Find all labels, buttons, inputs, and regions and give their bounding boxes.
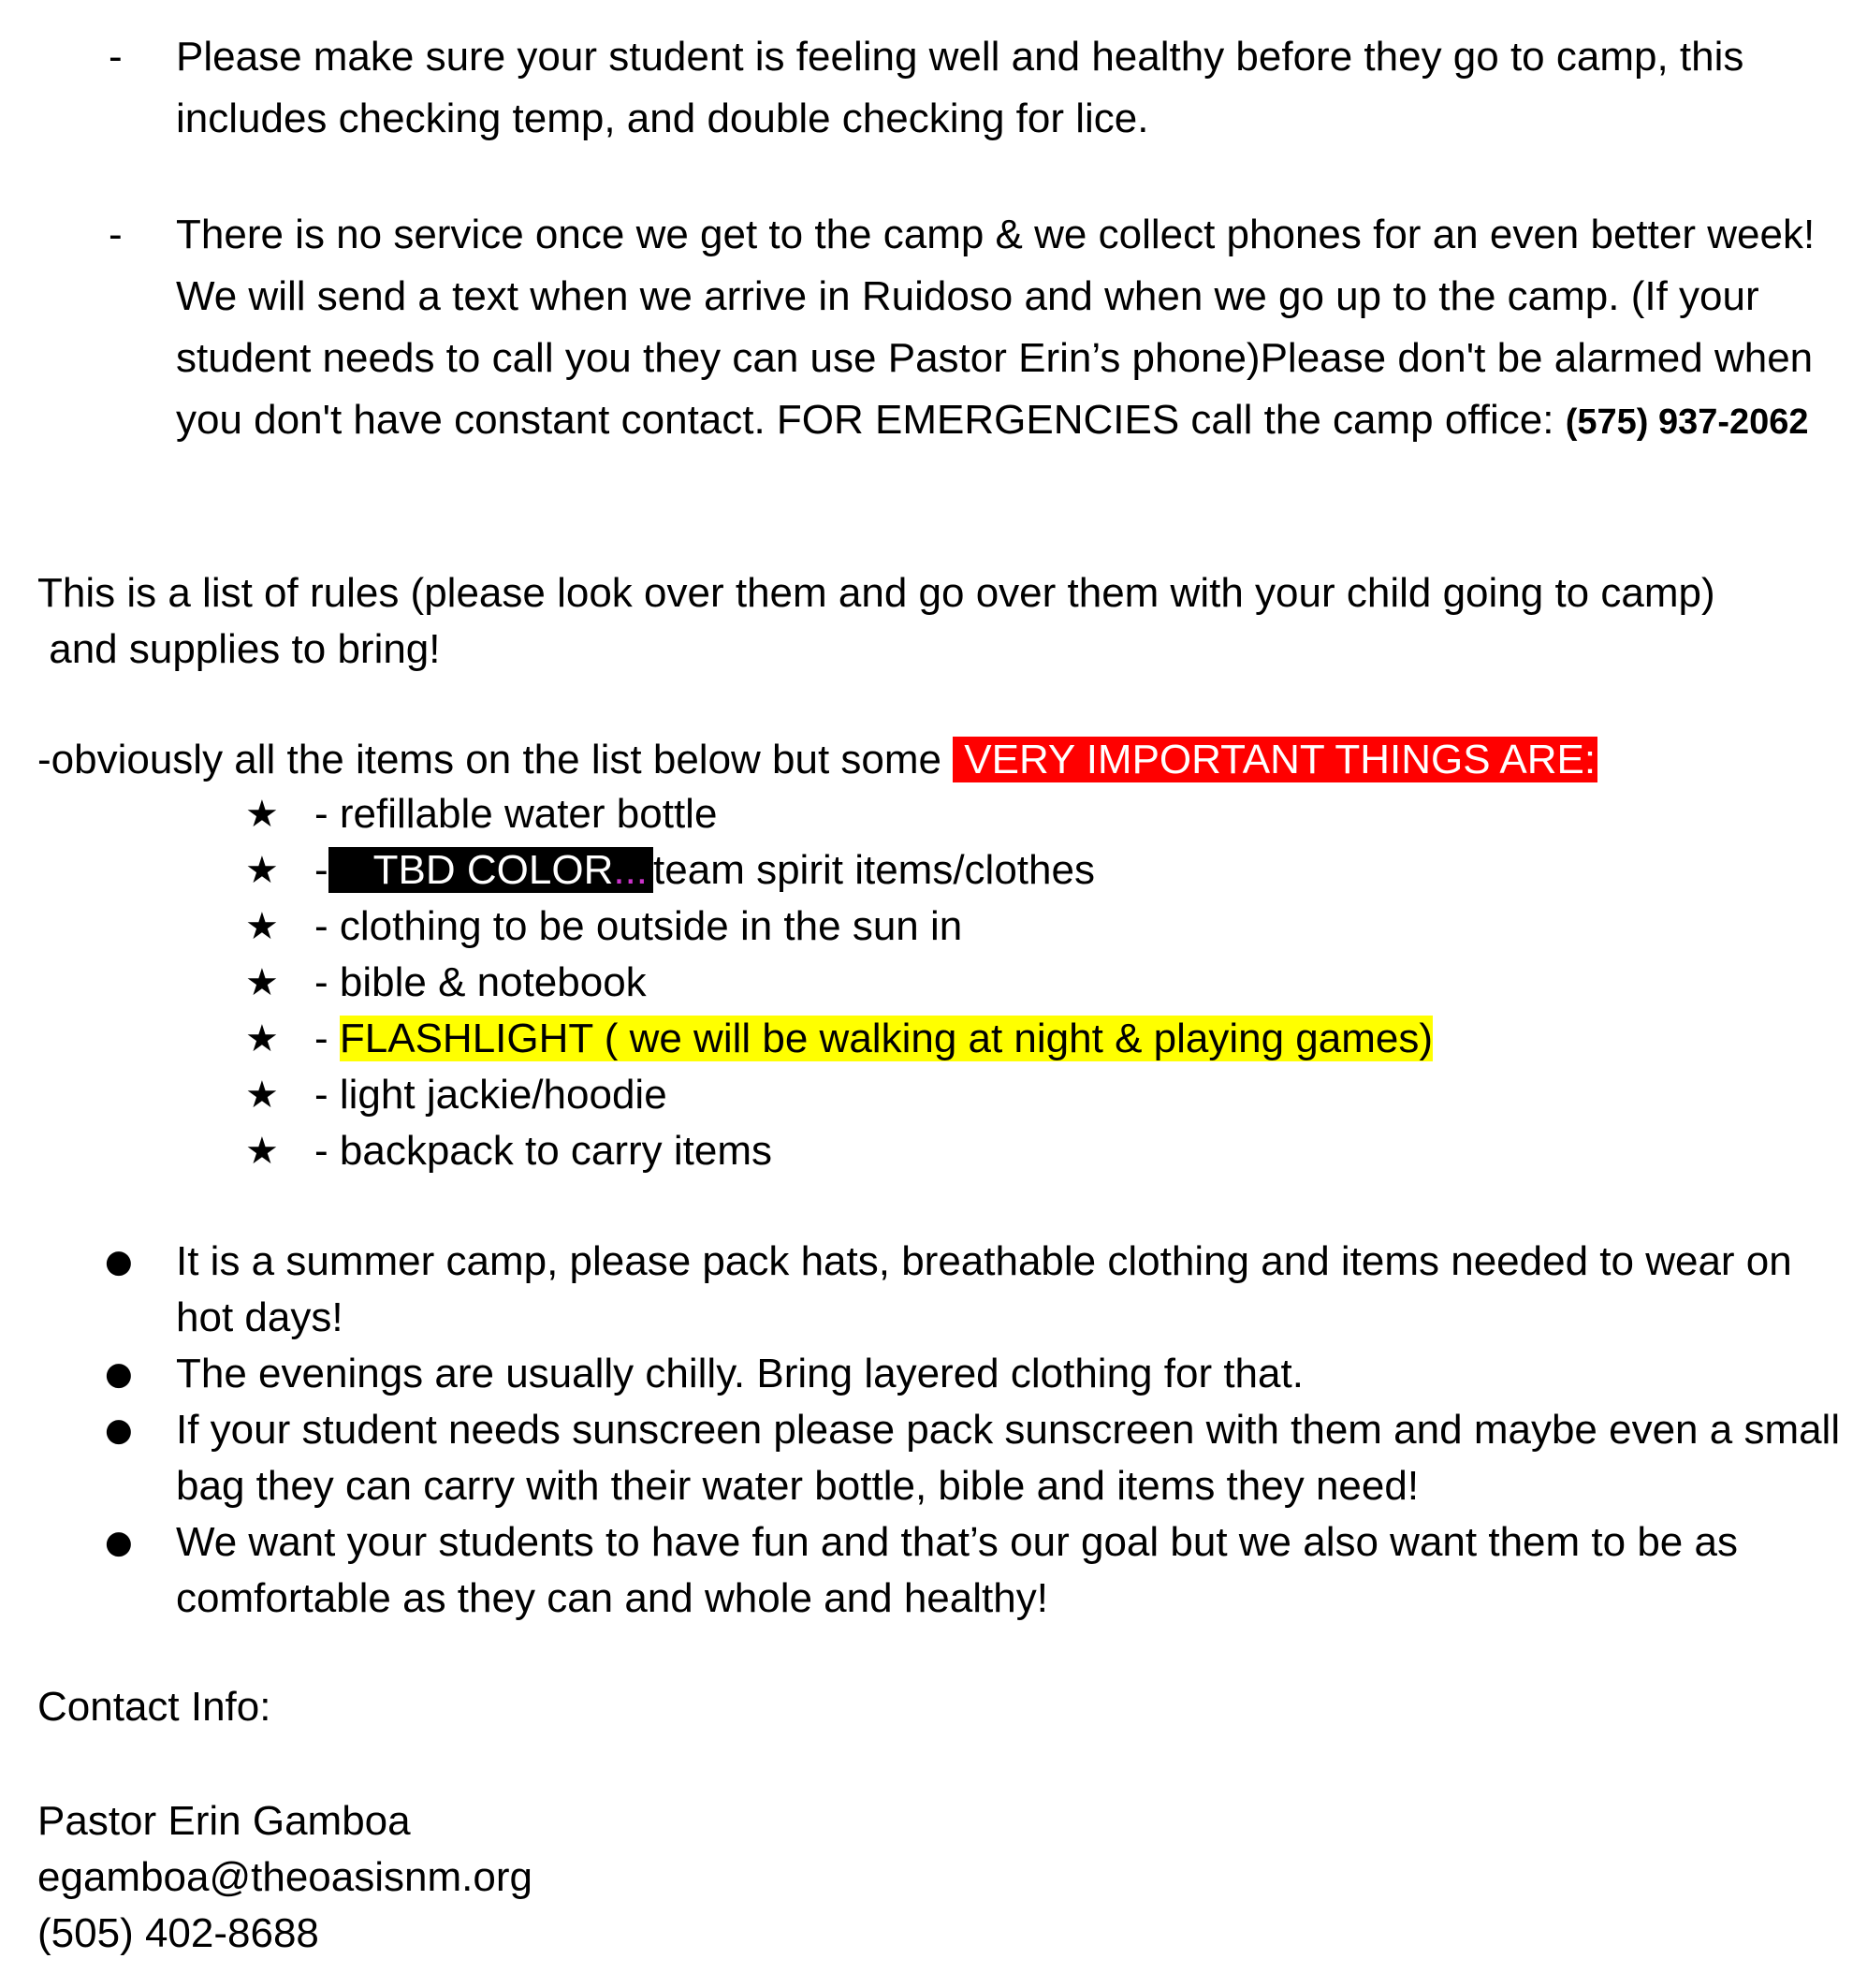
contact-email[interactable]: egamboa@theoasisnm.org [37,1854,532,1900]
tip-summer-clothing: It is a summer camp, please pack hats, breathable clothing and items needed to wear on hot days! [176,1238,1792,1340]
list-item [245,1067,1433,1123]
important-highlight: VERY IMPORTANT THINGS ARE: [953,737,1597,782]
star-icon: ★ [245,793,279,836]
bullet-icon: ● [105,1355,133,1393]
bullet-icon: ● [105,1243,133,1280]
star-icon: ★ [245,849,279,892]
note-no-service-text: There is no service once we get to the camp & we collect phones for an even better week! We will send a text when we arrive in Ruidoso and when we go up to the camp. (If your student needs to call you they can use Pastor Erin’s phone)Please don't be alarmed when you don't have constant contact. FOR EMERGENCIES call the camp office: [176,212,1816,443]
item-team-spirit-prefix: - [314,847,328,893]
list-item [245,786,1433,842]
list-item [245,842,1433,899]
camp-tips-list [105,1234,1851,1627]
star-icon: ★ [245,1074,279,1117]
list-item [245,899,1433,955]
dash-marker: - [109,34,123,80]
bullet-icon: ● [105,1411,133,1449]
list-item [105,1234,1851,1346]
camp-office-phone: (575) 937-2062 [1565,402,1809,442]
star-icon: ★ [245,1130,279,1173]
bullet-icon: ● [105,1524,133,1561]
list-item [245,955,1433,1011]
rules-intro-line1: This is a list of rules (please look over them and go over them with your child going to camp) [37,570,1715,616]
rules-intro [37,565,1834,678]
redacted-color-text: TBD COLOR [372,847,614,893]
contact-heading: Contact Info: [37,1684,271,1730]
important-line [37,732,1834,788]
star-icon: ★ [245,905,279,948]
tip-have-fun: We want your students to have fun and that’s our goal but we also want them to be as comfortable as they can and whole and healthy! [176,1519,1738,1621]
note-health-check [109,26,1851,150]
tip-chilly-evenings: The evenings are usually chilly. Bring layered clothing for that. [176,1351,1304,1396]
ellipsis: ... [613,847,649,893]
item-water-bottle: - refillable water bottle [314,791,718,837]
star-icon: ★ [245,961,279,1004]
list-item [245,1123,1433,1179]
list-item [245,1011,1433,1067]
redacted-color-label [328,847,653,893]
important-lead: -obviously all the items on the list below but some [37,737,954,782]
item-bible-notebook: - bible & notebook [314,959,647,1005]
tip-sunscreen: If your student needs sunscreen please pack sunscreen with them and maybe even a small bag they can carry with their water bottle, bible and items they need! [176,1407,1841,1509]
important-items-list [245,786,1433,1179]
note-health-text: Please make sure your student is feeling well and healthy before they go to camp, this includes checking temp, and double checking for lice. [176,34,1744,141]
item-team-spirit: team spirit items/clothes [653,847,1095,893]
dash-marker: - [109,212,123,257]
rules-intro-line2: and supplies to bring! [37,626,441,672]
list-item [105,1514,1851,1627]
contact-phone[interactable]: (505) 402-8688 [37,1910,319,1956]
contact-name: Pastor Erin Gamboa [37,1798,411,1844]
item-flashlight-prefix: - [314,1016,340,1061]
note-no-service [109,204,1851,453]
list-item [105,1402,1851,1514]
item-backpack: - backpack to carry items [314,1128,773,1174]
item-jacket: - light jackie/hoodie [314,1072,667,1118]
list-item [105,1346,1851,1402]
item-flashlight: FLASHLIGHT ( we will be walking at night & playing games) [339,1016,1434,1061]
star-icon: ★ [245,1017,279,1060]
item-sun-clothing: - clothing to be outside in the sun in [314,903,963,949]
